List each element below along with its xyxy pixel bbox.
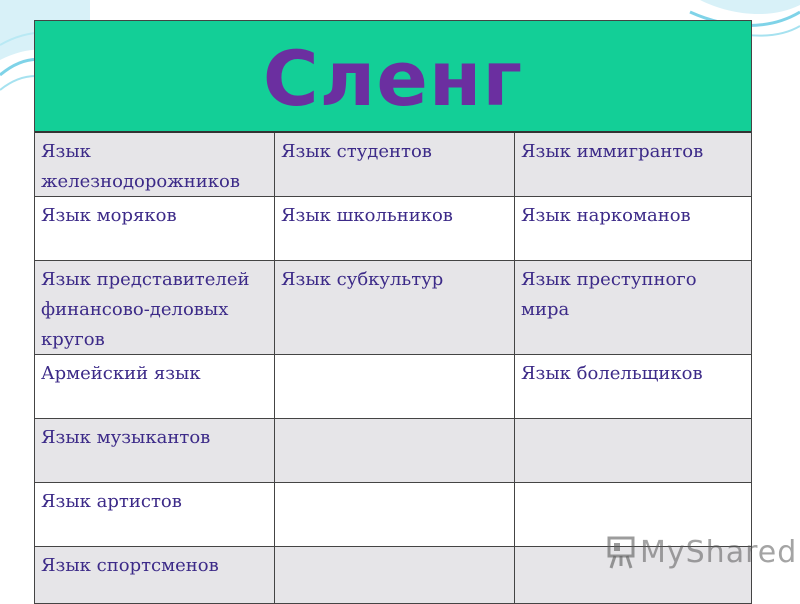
table-cell <box>275 547 515 603</box>
table-row <box>35 197 751 261</box>
table-cell: Язык музыкантов <box>35 419 275 482</box>
table-cell <box>275 355 515 418</box>
table-cell: Язык наркоманов <box>521 205 691 226</box>
table-cell: Язык железнодорожников <box>35 133 275 196</box>
table-cell <box>275 419 515 482</box>
table-cell: Язык артистов <box>35 483 275 546</box>
table-cell: Язык студентов <box>275 133 515 196</box>
slide-title: Сленг <box>262 33 524 123</box>
table-row <box>35 355 751 419</box>
table-cell: Армейский язык <box>35 355 275 418</box>
table-cell: Язык болельщиков <box>521 363 703 384</box>
table-cell: Язык субкультур <box>275 261 515 354</box>
table-cell: Язык преступного мира <box>521 269 697 320</box>
table-cell: Язык иммигрантов <box>521 141 704 162</box>
table-cell <box>515 419 751 482</box>
myshared-watermark <box>606 535 797 570</box>
slang-table <box>34 20 752 604</box>
presentation-board-icon <box>606 536 636 570</box>
table-cell: Язык школьников <box>275 197 515 260</box>
table-row <box>35 133 751 197</box>
table-row <box>35 419 751 483</box>
watermark-text: MyShared <box>640 535 798 570</box>
table-row <box>35 261 751 355</box>
table-cell: Язык моряков <box>35 197 275 260</box>
title-bar <box>35 21 751 133</box>
table-cell <box>275 483 515 546</box>
table-cell: Язык представителей финансово-деловых кругов <box>35 261 275 354</box>
table-cell: Язык спортсменов <box>35 547 275 603</box>
